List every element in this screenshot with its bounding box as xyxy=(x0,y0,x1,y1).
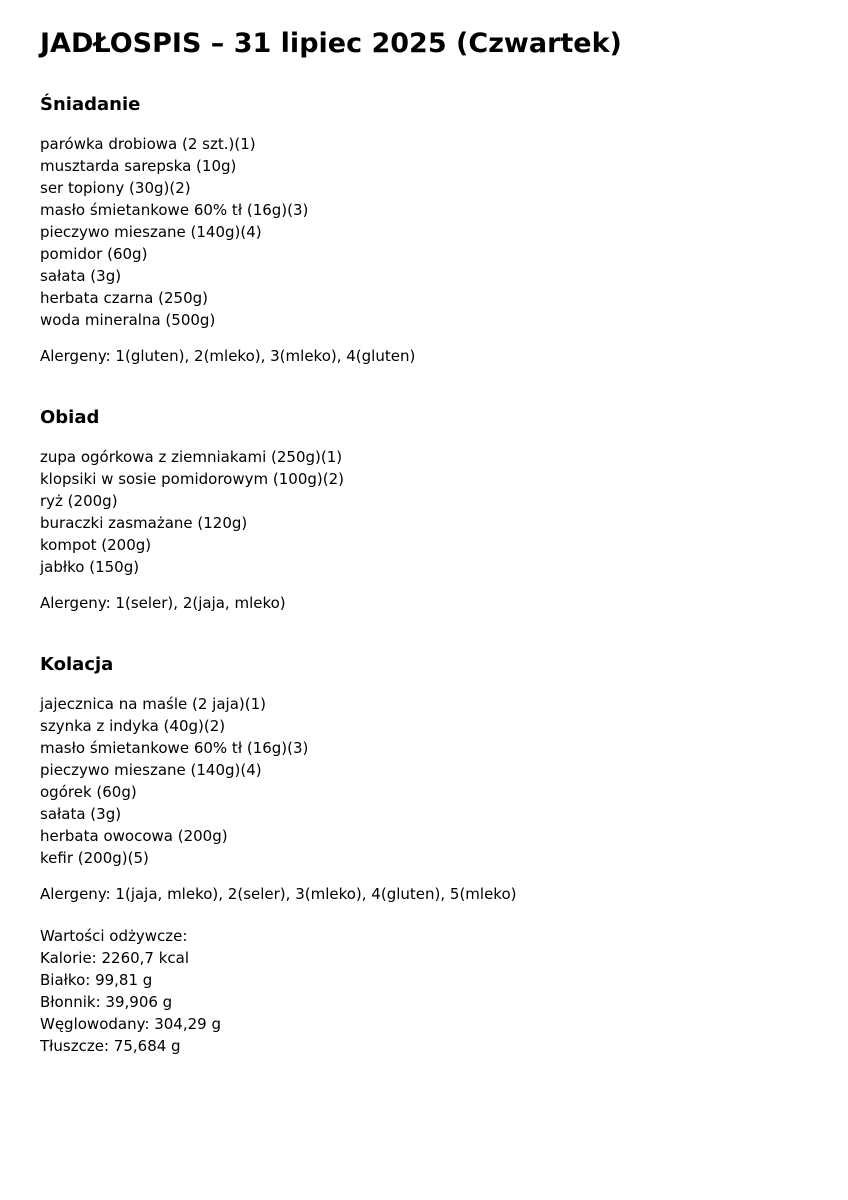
section-breakfast xyxy=(40,94,808,367)
nutrition-heading: Wartości odżywcze: xyxy=(40,927,188,945)
menu-item: masło śmietankowe 60% tł (16g)(3) xyxy=(40,201,309,219)
menu-item: pomidor (60g) xyxy=(40,245,148,263)
section-lunch xyxy=(40,407,808,614)
menu-item: kefir (200g)(5) xyxy=(40,849,149,867)
page-title: JADŁOSPIS – 31 lipiec 2025 (Czwartek) xyxy=(40,28,622,59)
menu-item: parówka drobiowa (2 szt.)(1) xyxy=(40,135,256,153)
menu-item: herbata czarna (250g) xyxy=(40,289,208,307)
menu-item: herbata owocowa (200g) xyxy=(40,827,228,845)
menu-item: jajecznica na maśle (2 jaja)(1) xyxy=(40,695,266,713)
menu-item: masło śmietankowe 60% tł (16g)(3) xyxy=(40,739,309,757)
menu-item: klopsiki w sosie pomidorowym (100g)(2) xyxy=(40,470,344,488)
nutrition-protein: Białko: 99,81 g xyxy=(40,971,153,989)
menu-item: ogórek (60g) xyxy=(40,783,137,801)
nutrition-fat: Tłuszcze: 75,684 g xyxy=(40,1037,181,1055)
nutrition-fiber: Błonnik: 39,906 g xyxy=(40,993,173,1011)
menu-item: pieczywo mieszane (140g)(4) xyxy=(40,223,262,241)
menu-item: ryż (200g) xyxy=(40,492,118,510)
allergens-line-breakfast: Alergeny: 1(gluten), 2(mleko), 3(mleko), 4(gluten) xyxy=(40,347,416,365)
menu-item: zupa ogórkowa z ziemniakami (250g)(1) xyxy=(40,448,343,466)
menu-item: buraczki zasmażane (120g) xyxy=(40,514,248,532)
menu-item: woda mineralna (500g) xyxy=(40,311,216,329)
nutrition-calories: Kalorie: 2260,7 kcal xyxy=(40,949,190,967)
section-heading-breakfast: Śniadanie xyxy=(40,94,141,115)
menu-item: musztarda sarepska (10g) xyxy=(40,157,237,175)
nutrition-carbs: Węglowodany: 304,29 g xyxy=(40,1015,221,1033)
nutrition-block xyxy=(40,925,808,1057)
menu-item: sałata (3g) xyxy=(40,267,122,285)
section-dinner xyxy=(40,654,808,905)
menu-item: szynka z indyka (40g)(2) xyxy=(40,717,226,735)
section-heading-lunch: Obiad xyxy=(40,407,100,428)
menu-item: jabłko (150g) xyxy=(40,558,140,576)
menu-item: pieczywo mieszane (140g)(4) xyxy=(40,761,262,779)
dinner-item-list xyxy=(40,693,808,869)
lunch-item-list xyxy=(40,446,808,578)
allergens-line-lunch: Alergeny: 1(seler), 2(jaja, mleko) xyxy=(40,594,286,612)
breakfast-item-list xyxy=(40,133,808,331)
section-heading-dinner: Kolacja xyxy=(40,654,114,675)
menu-item: kompot (200g) xyxy=(40,536,152,554)
menu-item: sałata (3g) xyxy=(40,805,122,823)
allergens-line-dinner: Alergeny: 1(jaja, mleko), 2(seler), 3(mleko), 4(gluten), 5(mleko) xyxy=(40,885,517,903)
menu-item: ser topiony (30g)(2) xyxy=(40,179,191,197)
